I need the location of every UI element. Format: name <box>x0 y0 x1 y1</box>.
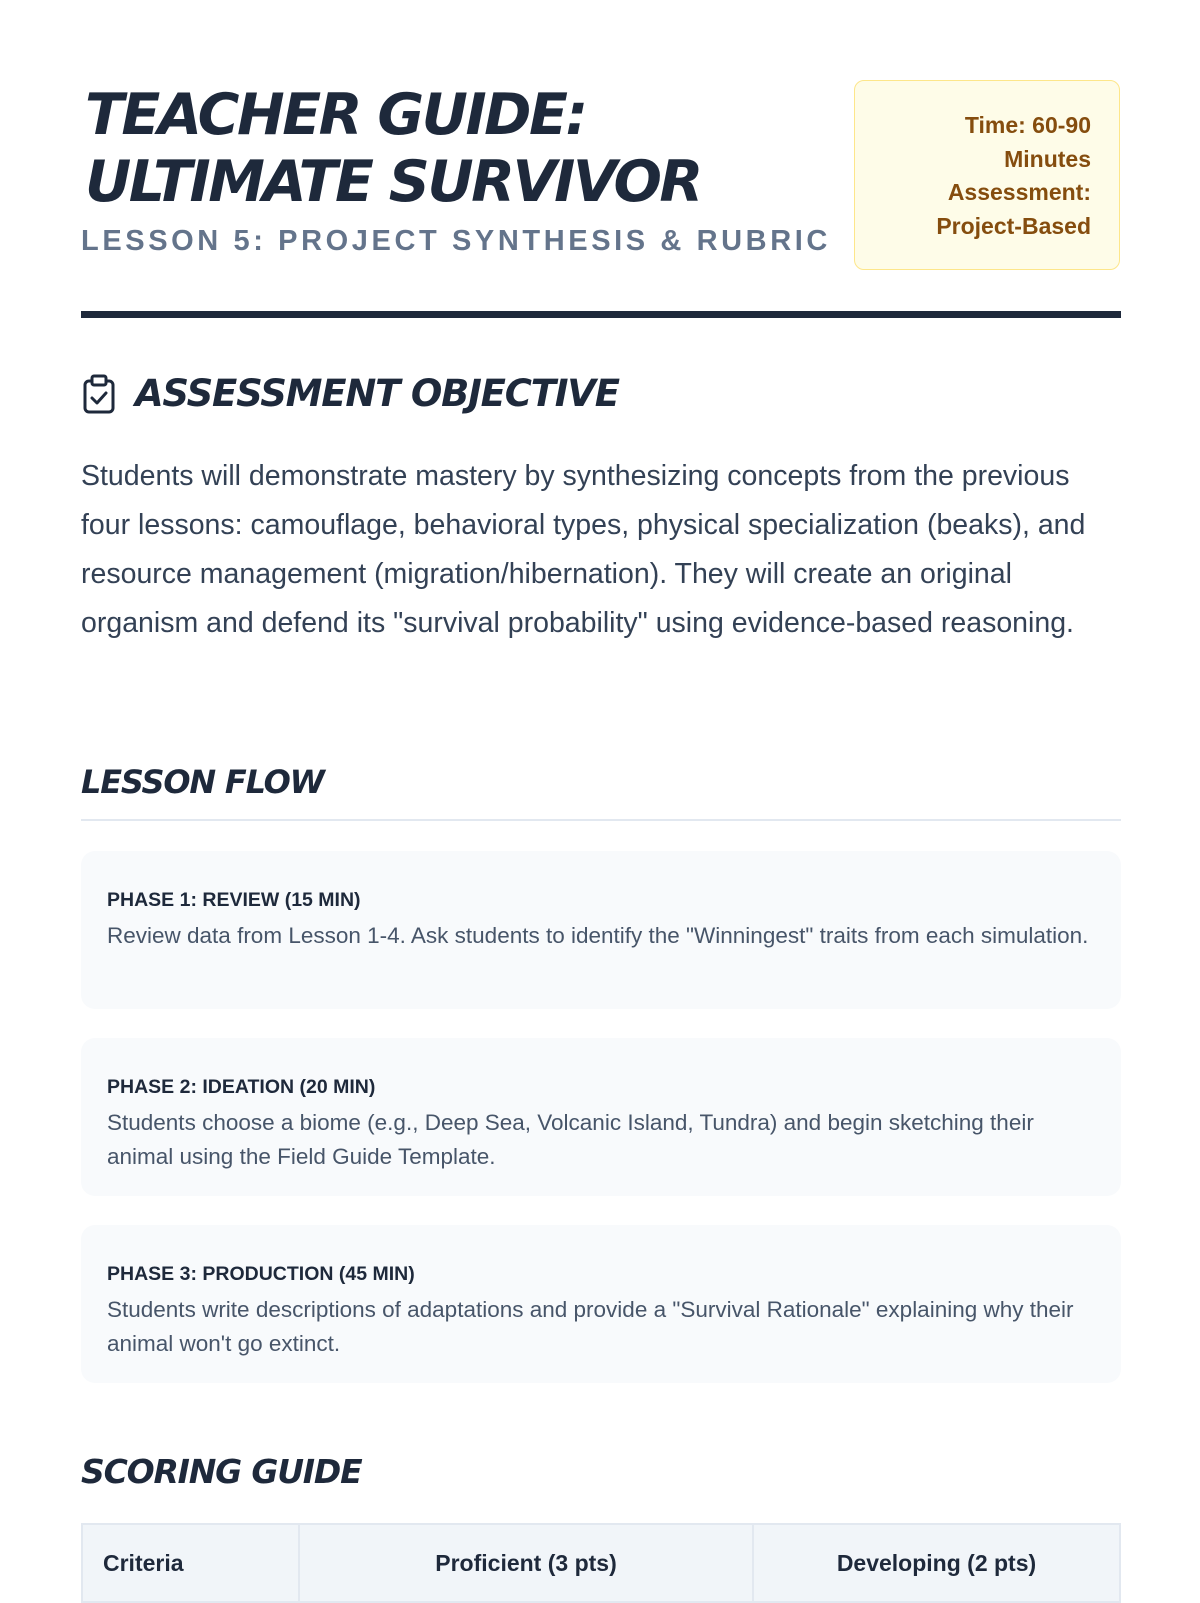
lesson-meta-box <box>854 80 1120 270</box>
teacher-guide-page <box>81 0 1121 1576</box>
phase-description: Review data from Lesson 1-4. Ask students to identify the "Winningest" traits from each simulation. <box>107 923 1089 948</box>
scoring-guide-heading: SCORING GUIDE <box>81 1452 362 1491</box>
phase-card-1 <box>81 851 1121 1009</box>
lesson-flow-divider <box>81 819 1121 821</box>
time-line-2: Minutes <box>1004 145 1091 172</box>
time-line-1: Time: 60-90 <box>964 112 1091 138</box>
page-title <box>85 82 845 216</box>
objective-heading: ASSESSMENT OBJECTIVE <box>135 372 619 415</box>
phase-card-2 <box>81 1038 1121 1196</box>
objective-text: Students will demonstrate mastery by synthesizing concepts from the previous four lessons: camouflage, behavioral types, physical specialization (beaks), and resource management (migration/hibernation). They will create an original organism and defend its "survival probability" using evidence-based reasoning. <box>81 460 1086 639</box>
title-line-1: TEACHER GUIDE: <box>85 82 586 148</box>
lesson-subtitle: LESSON 5: PROJECT SYNTHESIS & RUBRIC <box>81 225 831 257</box>
column-header-proficient: Proficient (3 pts) <box>299 1524 753 1602</box>
phase-card-3 <box>81 1225 1121 1383</box>
assessment-line-1: Assessment: <box>947 179 1091 205</box>
column-header-criteria: Criteria <box>82 1524 299 1602</box>
objective-heading-row <box>81 372 619 416</box>
phase-title: PHASE 3: PRODUCTION (45 MIN) <box>107 1263 415 1285</box>
phase-description: Students write descriptions of adaptations and provide a "Survival Rationale" explaining why their animal won't go extinct. <box>107 1297 1074 1356</box>
clipboard-check-icon <box>81 374 117 414</box>
table-header-row <box>82 1524 1120 1602</box>
scoring-table <box>81 1523 1121 1603</box>
assessment-line-2: Project-Based <box>936 212 1091 239</box>
lesson-flow-heading: LESSON FLOW <box>81 763 324 801</box>
header-divider <box>81 311 1121 318</box>
phase-title: PHASE 1: REVIEW (15 MIN) <box>107 889 361 911</box>
phase-title: PHASE 2: IDEATION (20 MIN) <box>107 1076 376 1098</box>
title-line-2: ULTIMATE SURVIVOR <box>85 149 701 215</box>
guide-header <box>81 0 1121 318</box>
column-header-developing: Developing (2 pts) <box>753 1524 1120 1602</box>
phase-description: Students choose a biome (e.g., Deep Sea, Volcanic Island, Tundra) and begin sketching their animal using the Field Guide Template. <box>107 1110 1034 1169</box>
